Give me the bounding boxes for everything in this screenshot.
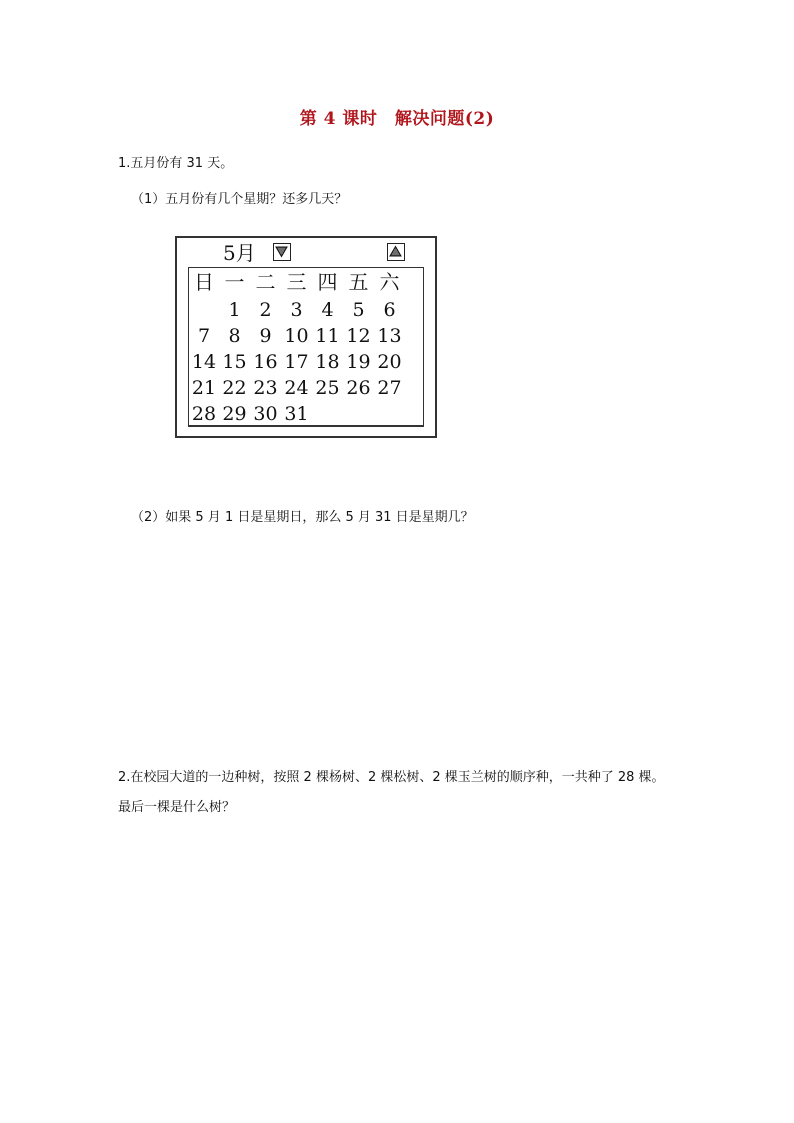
page-title: 第 4 课时 解决问题(2) bbox=[299, 109, 495, 129]
day-cell: 19 bbox=[346, 351, 371, 373]
day-cell bbox=[189, 297, 219, 323]
day-cell: 21 bbox=[191, 377, 217, 399]
question-1: 1.五月份有 31 天。 bbox=[118, 156, 234, 171]
day-cell bbox=[343, 401, 374, 427]
day-cell: 9 bbox=[259, 325, 272, 347]
weekday-mon: 一 bbox=[224, 270, 245, 294]
day-cell: 4 bbox=[321, 299, 334, 321]
day-cell: 3 bbox=[290, 299, 303, 321]
question-1-part-1: （1）五月份有几个星期？还多几天？ bbox=[131, 192, 348, 207]
day-cell: 25 bbox=[315, 377, 340, 399]
day-cell: 6 bbox=[383, 299, 396, 321]
day-cell bbox=[312, 401, 343, 427]
weekday-sun: 日 bbox=[194, 270, 214, 294]
weekday-wed: 三 bbox=[286, 270, 307, 294]
day-cell: 14 bbox=[191, 351, 217, 373]
calendar-widget bbox=[175, 236, 437, 438]
day-cell: 17 bbox=[284, 351, 309, 373]
day-cell: 22 bbox=[222, 377, 247, 399]
day-cell: 16 bbox=[253, 351, 278, 373]
weekday-tue: 二 bbox=[255, 270, 276, 294]
question-2-line-2: 最后一棵是什么树？ bbox=[118, 800, 236, 815]
day-cell: 12 bbox=[346, 325, 371, 347]
calendar-body bbox=[188, 267, 424, 427]
day-cell bbox=[374, 401, 405, 427]
down-triangle-icon[interactable] bbox=[273, 243, 291, 261]
day-cell: 7 bbox=[197, 325, 211, 347]
question-1-part-2: （2）如果 5 月 1 日是星期日，那么 5 月 31 日是星期几？ bbox=[131, 510, 474, 525]
weekday-sat: 六 bbox=[379, 270, 400, 294]
day-cell: 15 bbox=[222, 351, 247, 373]
calendar-month-label: 5月 bbox=[223, 241, 256, 265]
day-cell: 31 bbox=[284, 403, 309, 425]
day-cell: 13 bbox=[377, 325, 402, 347]
question-2-line-1: 2.在校园大道的一边种树，按照 2 棵杨树、2 棵松树、2 棵玉兰树的顺序种，一共种了 28 棵。 bbox=[118, 770, 665, 785]
week-row-3 bbox=[189, 349, 423, 375]
day-cell: 29 bbox=[222, 403, 247, 425]
day-cell: 11 bbox=[315, 325, 340, 347]
day-cell: 2 bbox=[259, 299, 272, 321]
day-cell: 18 bbox=[315, 351, 340, 373]
day-cell: 26 bbox=[346, 377, 371, 399]
weekday-fri: 五 bbox=[348, 270, 369, 294]
day-cell: 30 bbox=[253, 403, 278, 425]
day-cell: 20 bbox=[377, 351, 402, 373]
weekday-row bbox=[189, 268, 423, 297]
day-cell: 1 bbox=[228, 299, 241, 321]
calendar-grid bbox=[189, 268, 423, 427]
calendar-header bbox=[177, 238, 435, 268]
day-cell: 28 bbox=[191, 403, 217, 425]
day-cell: 5 bbox=[352, 299, 365, 321]
week-row-4 bbox=[189, 375, 423, 401]
day-cell: 24 bbox=[284, 377, 309, 399]
day-cell: 27 bbox=[377, 377, 402, 399]
week-row-1 bbox=[189, 297, 423, 323]
day-cell: 8 bbox=[228, 325, 241, 347]
day-cell: 10 bbox=[284, 325, 309, 347]
week-row-5 bbox=[189, 401, 423, 427]
weekday-thu: 四 bbox=[317, 270, 338, 294]
up-triangle-icon[interactable] bbox=[387, 243, 405, 261]
week-row-2 bbox=[189, 323, 423, 349]
day-cell: 23 bbox=[253, 377, 278, 399]
